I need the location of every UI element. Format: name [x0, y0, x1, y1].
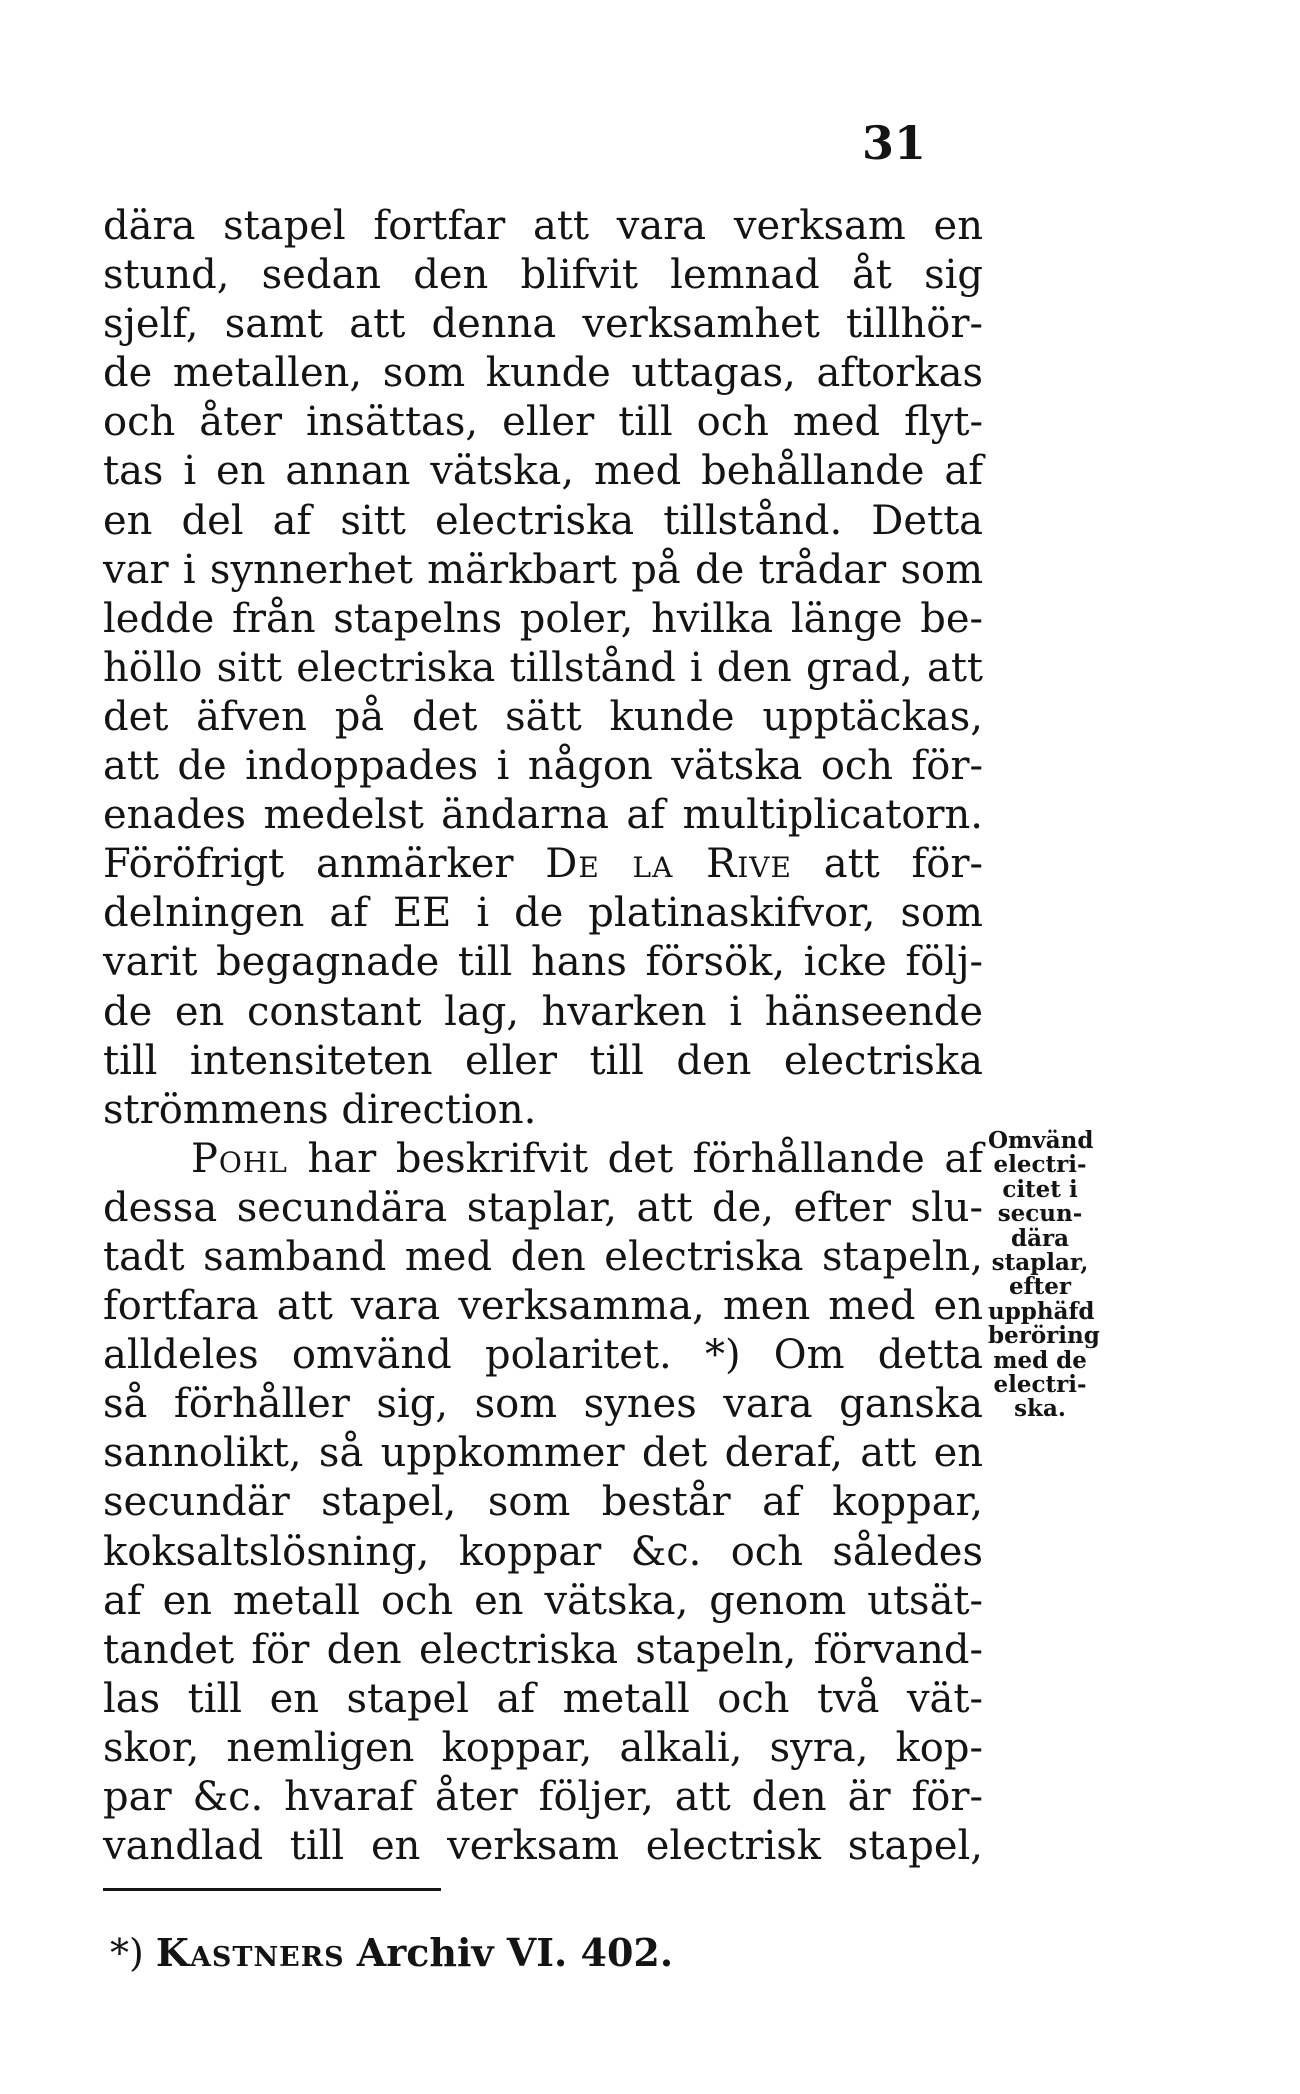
margin-note-line: med de	[993, 1346, 1087, 1374]
body-line: dessa secundära staplar, att de, efter slu-	[103, 1184, 983, 1231]
margin-note-line: staplar,	[991, 1248, 1089, 1276]
margin-note-line: beröring	[988, 1322, 1100, 1350]
footnote	[110, 1930, 673, 1975]
body-line: fortfara att vara verksamma, men med en	[103, 1283, 983, 1330]
body-line	[103, 1135, 983, 1184]
margin-note-line: electri-	[993, 1370, 1087, 1398]
margin-note-line: citet i	[1002, 1175, 1078, 1203]
body-line: varit begagnade till hans försök, icke följ-	[103, 939, 983, 986]
body-line	[103, 840, 983, 889]
body-line: så förhåller sig, som synes vara ganska	[103, 1381, 983, 1428]
body-line: sjelf, samt att denna verksamhet tillhör-	[103, 301, 983, 348]
body-line: att de indoppades i någon vätska och för-	[103, 743, 983, 790]
body-line: delningen af EE i de platinaskifvor, som	[103, 890, 983, 937]
person-name: Pohl	[191, 1135, 288, 1182]
body-line: dära stapel fortfar att vara verksam en	[103, 203, 983, 249]
body-line: af en metall och en vätska, genom utsät-	[103, 1577, 983, 1624]
body-line: det äfven på det sätt kunde upptäckas,	[103, 693, 983, 740]
body-line: par &c. hvaraf åter följer, att den är för-	[103, 1774, 983, 1820]
body-line: vandlad till en verksam electrisk stapel,	[103, 1823, 983, 1870]
body-line: koksaltslösning, koppar &c. och således	[103, 1528, 983, 1575]
body-line: ledde från stapelns poler, hvilka länge be-	[103, 595, 983, 642]
footnote-author: Kastners	[155, 1930, 345, 1975]
body-line: var i synnerhet märkbart på de trådar som	[103, 546, 983, 593]
body-line: las till en stapel af metall och två vät-	[103, 1675, 983, 1722]
body-line: till intensiteten eller till den electriska	[103, 1037, 983, 1084]
body-line: skor, nemligen koppar, alkali, syra, kop-	[103, 1724, 983, 1771]
margin-note-line: ska.	[1014, 1395, 1066, 1423]
margin-note	[988, 1127, 1100, 1423]
line-text: Föröfrigt anmärker	[103, 841, 546, 888]
person-name: De la Rive	[545, 841, 792, 888]
footnote-rule	[103, 1888, 441, 1891]
margin-note-line: upphäfd	[988, 1297, 1095, 1325]
line-text: att för-	[791, 841, 983, 888]
body-line: höllo sitt electriska tillstånd i den grad, att	[103, 644, 983, 691]
body-line: tandet för den electriska stapeln, förvand-	[103, 1626, 983, 1673]
body-line: strömmens direction.	[103, 1086, 537, 1133]
body-line: stund, sedan den blifvit lemnad åt sig	[103, 252, 983, 299]
body-line: enades medelst ändarna af multiplicatorn.	[103, 792, 983, 839]
body-line: tadt samband med den electriska stapeln,	[103, 1233, 983, 1280]
body-line: de en constant lag, hvarken i hänseende	[103, 988, 983, 1035]
margin-note-line: dära	[1010, 1224, 1069, 1252]
body-line: sannolikt, så uppkommer det deraf, att en	[103, 1430, 983, 1477]
body-line: tas i en annan vätska, med behållande af	[103, 448, 983, 495]
body-line: alldeles omvänd polaritet. *) Om detta	[103, 1332, 983, 1379]
body-line: och åter insättas, eller till och med flyt-	[103, 399, 983, 446]
line-text: har beskrifvit det förhållande af	[287, 1135, 983, 1182]
margin-note-line: Omvänd	[988, 1127, 1094, 1154]
body-line: en del af sitt electriska tillstånd. Detta	[103, 497, 983, 544]
page-number: 31	[862, 116, 927, 170]
footnote-marker: *)	[110, 1931, 144, 1975]
body-line: de metallen, som kunde uttagas, aftorkas	[103, 350, 983, 397]
footnote-publication: Archiv VI. 402.	[356, 1930, 674, 1975]
body-line: secundär stapel, som består af koppar,	[103, 1479, 983, 1526]
body-text	[103, 202, 983, 1871]
margin-note-line: efter	[1009, 1273, 1071, 1301]
margin-note-line: secun-	[997, 1200, 1083, 1228]
margin-note-line: electri-	[993, 1151, 1087, 1179]
